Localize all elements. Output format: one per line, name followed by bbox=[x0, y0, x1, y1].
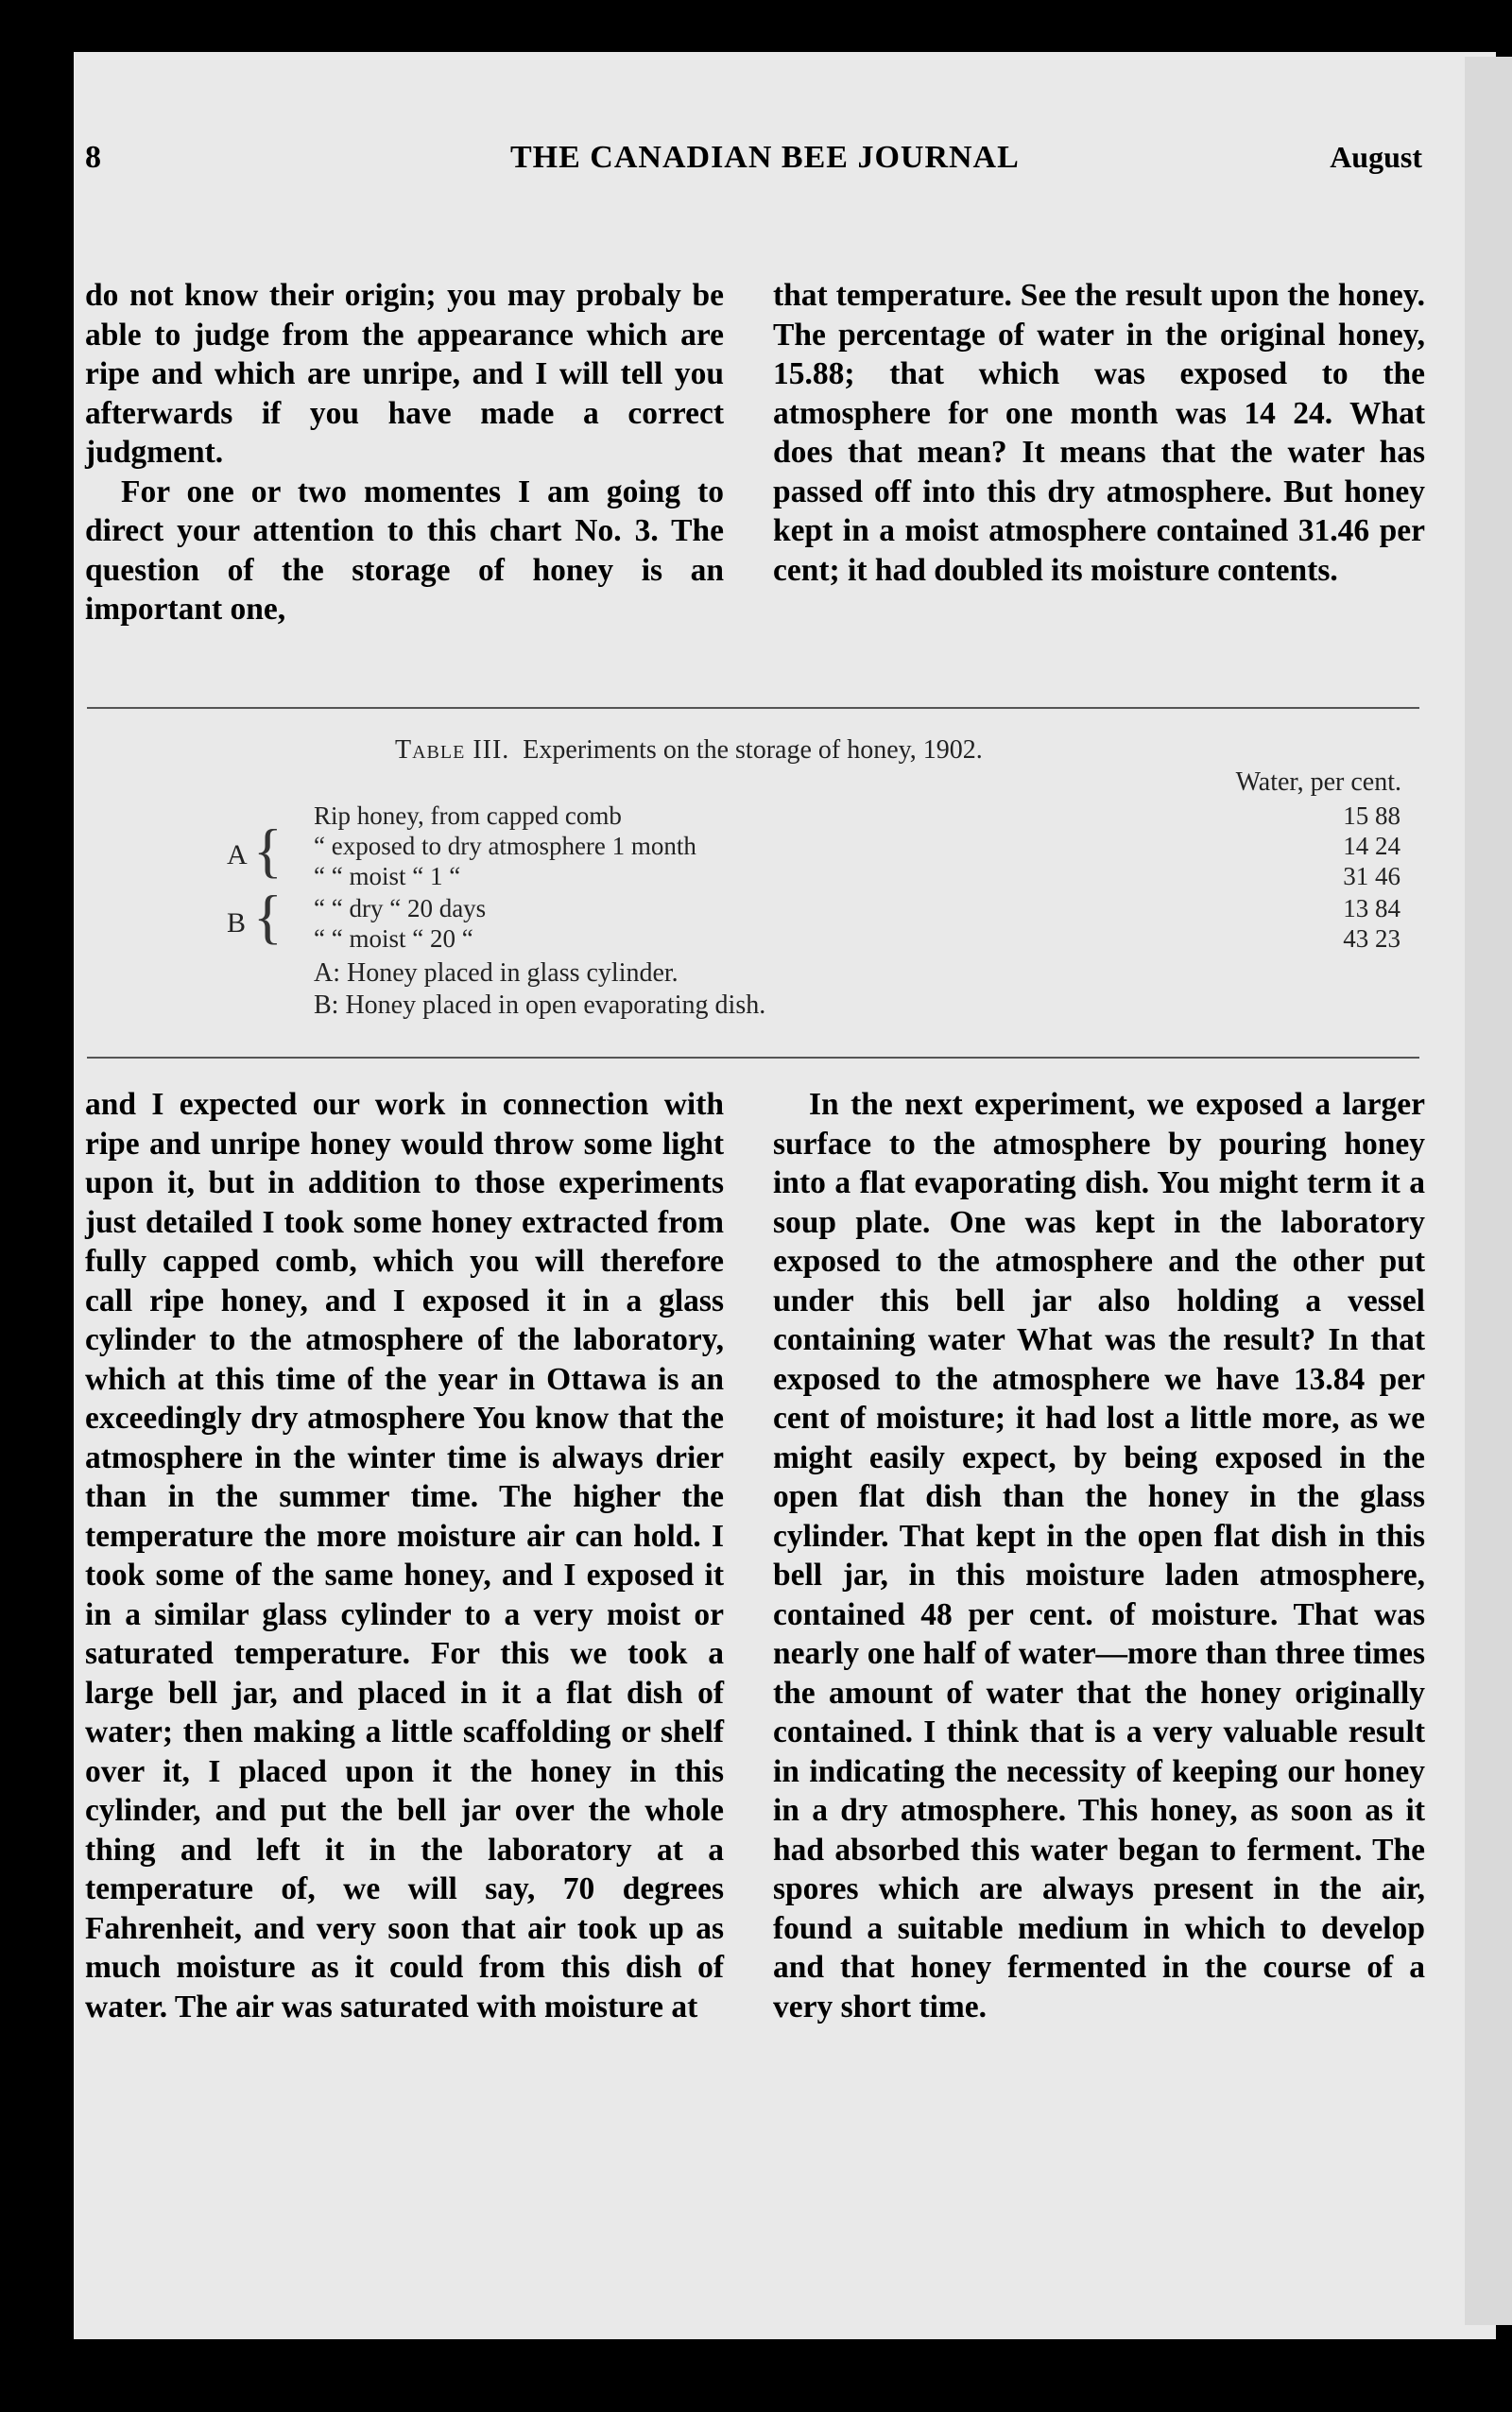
table-row bbox=[314, 894, 1400, 922]
column-top-left bbox=[85, 276, 724, 629]
page-number: 8 bbox=[85, 140, 101, 175]
adjacent-page-edge bbox=[1465, 57, 1512, 2325]
table-row bbox=[314, 862, 1400, 890]
table-row bbox=[314, 801, 1400, 830]
paragraph: do not know their origin; you may probaly be able to judge from the appearance which are ripe and which are unripe, and I will tell you afterwards if you have made a correct judgment. bbox=[85, 278, 724, 470]
row-value: 31 46 bbox=[1343, 862, 1400, 890]
table-note: A: Honey placed in glass cylinder. bbox=[314, 958, 679, 988]
row-value: 13 84 bbox=[1343, 894, 1400, 922]
row-label: “ “ dry “ 20 days bbox=[314, 894, 487, 922]
group-b-label: B bbox=[227, 907, 247, 939]
group-a-label: A bbox=[227, 839, 248, 870]
table-column-header: Water, per cent. bbox=[1235, 767, 1401, 797]
table-bottom-rule bbox=[87, 1057, 1419, 1059]
group-a-brace: { bbox=[253, 817, 283, 884]
column-top-right bbox=[773, 276, 1425, 590]
row-value: 15 88 bbox=[1343, 801, 1400, 830]
paragraph: that temperature. See the result upon the honey. The percentage of water in the original honey, 15.88; that which was exposed to the atmosphere for one month was 14 24. What does that mean? It means that the water has passed off into this dry atmosphere. But honey kept in a moist atmosphere contained 31.46 per cent; it had doubled its moisture contents. bbox=[773, 278, 1425, 588]
paragraph: and I expected our work in connection with ripe and unripe honey would throw some light upon it, but in addition to those experiments just detailed I took some honey extracted from fully capped comb, which you will therefore call ripe honey, and I exposed it in a glass cylinder to the atmosphere of the laboratory, which at this time of the year in Ottawa is an exceedingly dry atmosphere You know that the atmosphere in the winter time is always drier than in the summer time. The higher the temperature the more moisture air can hold. I took some of the same honey, and I exposed it in a similar glass cylinder to a very moist or saturated temperature. For this we took a large bell jar, and placed in it a flat dish of water; then making a little scaffolding or shelf over it, I placed upon it the honey in this cylinder, and put the bell jar over the whole thing and left it in the laboratory at a temperature of, we will say, 70 degrees Fahrenheit, and very soon that air took up as much moisture as it could from this dish of water. The air was saturated with moisture at bbox=[85, 1087, 724, 2024]
column-bottom-left bbox=[85, 1085, 724, 2026]
row-label: “ exposed to dry atmosphere 1 month bbox=[314, 832, 696, 860]
table-caption bbox=[395, 735, 983, 766]
table-row bbox=[314, 832, 1400, 860]
table-caption-text: Experiments on the storage of honey, 1902. bbox=[523, 735, 983, 765]
row-value: 43 23 bbox=[1343, 924, 1400, 953]
paragraph: In the next experiment, we exposed a larger surface to the atmosphere by pouring honey into a flat evaporating dish. You might term it a soup plate. One was kept in the laboratory exposed to the atmosphere and the other put under this bell jar also holding a vessel containing water What was the result? In that exposed to the atmosphere we have 13.84 per cent of moisture; it had lost a little more, as we might easily expect, by being exposed in the open flat dish than the honey in the glass cylinder. That kept in the open flat dish in this bell jar, in this moisture laden atmosphere, contained 48 per cent. of moisture. That was nearly one half of water—more than three times the amount of water that the honey originally contained. I think that is a very valuable result in indicating the necessity of keeping our honey in a dry atmosphere. This honey, as soon as it had absorbed this water began to ferment. The spores which are always present in the air, found a suitable medium in which to develop and that honey fermented in the course of a very short time. bbox=[773, 1087, 1425, 2024]
row-label: “ “ moist “ 1 “ bbox=[314, 862, 461, 890]
column-bottom-right bbox=[773, 1085, 1425, 2026]
group-b-brace: { bbox=[253, 883, 283, 950]
journal-title: THE CANADIAN BEE JOURNAL bbox=[510, 140, 1020, 175]
storage-table bbox=[85, 718, 1422, 1049]
issue-month: August bbox=[1330, 140, 1422, 174]
table-top-rule bbox=[87, 707, 1419, 709]
row-value: 14 24 bbox=[1343, 832, 1400, 860]
table-row bbox=[314, 924, 1400, 953]
table-label: Table III. bbox=[395, 735, 510, 765]
table-note: B: Honey placed in open evaporating dish. bbox=[314, 991, 766, 1020]
paragraph: For one or two momentes I am going to direct your attention to this chart No. 3. The question of the storage of honey is an important one, bbox=[85, 474, 724, 627]
row-label: Rip honey, from capped comb bbox=[314, 801, 622, 830]
row-label: “ “ moist “ 20 “ bbox=[314, 924, 473, 953]
page-header bbox=[85, 140, 1422, 187]
